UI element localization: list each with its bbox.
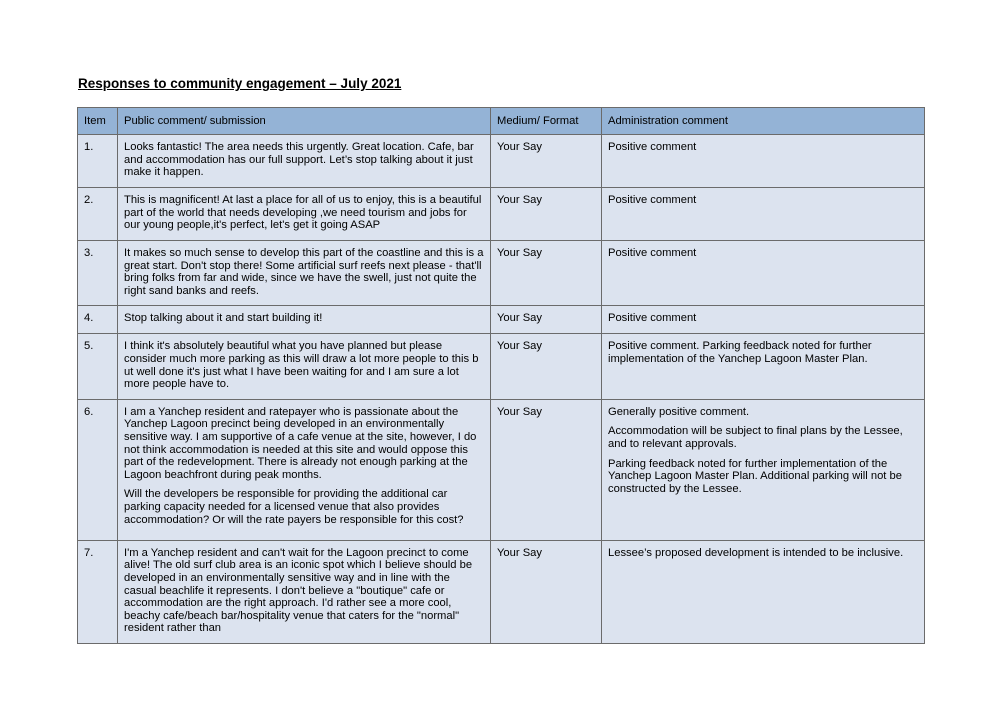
- comment-paragraph: Looks fantastic! The area needs this urgently. Great location. Cafe, bar and accommodation has our full support. Let’s stop talking about it just make it happen.: [124, 141, 474, 179]
- administration-comment: [602, 399, 925, 540]
- admin-paragraph: Positive comment: [608, 141, 697, 153]
- engagement-table: [77, 107, 925, 644]
- page-title: Responses to community engagement – July 2021: [78, 76, 402, 91]
- administration-comment: [602, 306, 925, 334]
- administration-comment: [602, 540, 925, 643]
- item-number: 7.: [78, 540, 118, 643]
- header-public-comment: Public comment/ submission: [118, 108, 491, 135]
- comment-paragraph: I'm a Yanchep resident and can't wait for the Lagoon precinct to come alive! The old surf club area is an iconic spot which I believe should be developed in an environmentally sensitive way and in line with the casual beachlife it represents. I don't believe a "boutique" cafe or accommodation are the right approach. I'd rather see a more cool, beachy cafe/beach bar/hospitality venue that caters for the "normal" resident rather than: [124, 546, 473, 635]
- comment-paragraph: Will the developers be responsible for providing the additional car parking capacity needed for a licensed venue that also provides accommodation? Or will the rate payers be responsible for this cost?: [124, 488, 464, 526]
- item-number: 2.: [78, 188, 118, 241]
- medium-format: Your Say: [491, 334, 602, 399]
- header-administration-comment: Administration comment: [602, 108, 925, 135]
- admin-paragraph: Lessee’s proposed development is intended to be inclusive.: [608, 546, 904, 559]
- engagement-table-wrapper: [77, 107, 924, 635]
- public-comment: [118, 334, 491, 399]
- admin-paragraph: Positive comment: [608, 312, 697, 325]
- admin-paragraph: Positive comment. Parking feedback noted for further implementation of the Yanchep Lagoon Master Plan.: [608, 340, 872, 365]
- medium-format: Your Say: [491, 540, 602, 643]
- public-comment: [118, 306, 491, 334]
- admin-paragraph: Generally positive comment.: [608, 405, 750, 418]
- table-row: [78, 241, 925, 306]
- item-number: 3.: [78, 241, 118, 306]
- medium-format: Your Say: [491, 241, 602, 306]
- public-comment: [118, 241, 491, 306]
- table-header-row: [78, 108, 925, 135]
- public-comment: [118, 135, 491, 188]
- admin-paragraph: Positive comment: [608, 194, 697, 206]
- medium-format: Your Say: [491, 188, 602, 241]
- table-row: [78, 306, 925, 334]
- admin-paragraph: Positive comment: [608, 247, 697, 259]
- comment-paragraph: Stop talking about it and start building it!: [124, 312, 323, 325]
- public-comment: [118, 540, 491, 643]
- item-number: 4.: [78, 306, 118, 334]
- admin-paragraph: Parking feedback noted for further implementation of the Yanchep Lagoon Master Plan. Additional parking will not be constructed by the Lessee.: [608, 457, 902, 495]
- administration-comment: [602, 135, 925, 188]
- public-comment: [118, 188, 491, 241]
- item-number: 6.: [78, 399, 118, 540]
- comment-paragraph: I think it's absolutely beautiful what you have planned but please consider much more parking as this will draw a lot more people to this b ut well done it's just what I have been waiting for and I am sure a lot more people have to.: [124, 340, 479, 391]
- header-medium-format: Medium/ Format: [491, 108, 602, 135]
- medium-format: Your Say: [491, 399, 602, 540]
- administration-comment: [602, 334, 925, 399]
- comment-paragraph: This is magnificent! At last a place for all of us to enjoy, this is a beautiful part of the world that needs developing ,we need tourism and jobs for our young people,it's perfect, let's get it going ASAP: [124, 194, 482, 232]
- table-row: [78, 135, 925, 188]
- item-number: 5.: [78, 334, 118, 399]
- table-row: [78, 334, 925, 399]
- header-item: Item: [78, 108, 118, 135]
- medium-format: Your Say: [491, 306, 602, 334]
- medium-format: Your Say: [491, 135, 602, 188]
- public-comment: [118, 399, 491, 540]
- comment-paragraph: It makes so much sense to develop this part of the coastline and this is a great start. Don't stop there! Some artificial surf reefs next please - that'll bring folks from far and wide, since we have the swell, just not quite the right sand banks and reefs.: [124, 247, 484, 297]
- item-number: 1.: [78, 135, 118, 188]
- administration-comment: [602, 241, 925, 306]
- table-row: [78, 399, 925, 540]
- table-row: [78, 540, 925, 643]
- administration-comment: [602, 188, 925, 241]
- comment-paragraph: I am a Yanchep resident and ratepayer who is passionate about the Yanchep Lagoon precinct being developed in an environmentally sensitive way. I am supportive of a cafe venue at the site, however, I do not think accommodation is needed at this site and would oppose this part of the redevelopment. There is already not enough parking at the Lagoon beachfront during peak months.: [124, 405, 477, 481]
- admin-paragraph: Accommodation will be subject to final plans by the Lessee, and to relevant approvals.: [608, 425, 903, 450]
- table-row: [78, 188, 925, 241]
